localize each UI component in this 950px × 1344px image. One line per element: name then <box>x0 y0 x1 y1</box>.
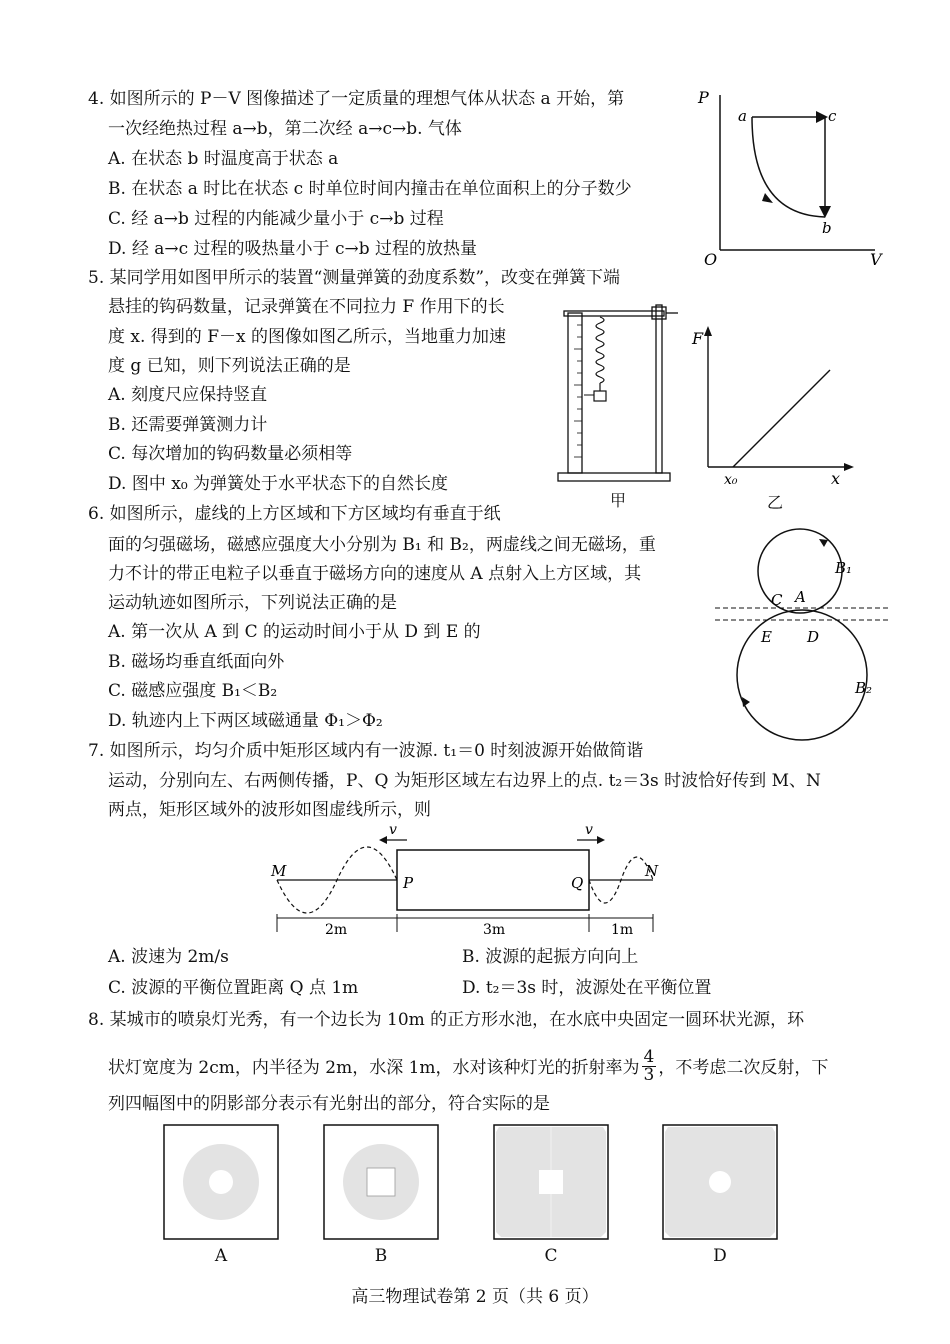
q7-dim-1m: 1m <box>611 922 634 938</box>
q8-stem-line2 <box>108 1047 829 1086</box>
q8-option-b-figure <box>323 1124 439 1240</box>
q7-option-b: B. 波源的起振方向向上 <box>462 947 639 967</box>
q6-option-d: D. 轨迹内上下两区域磁通量 Φ₁＞Φ₂ <box>108 711 383 731</box>
q5-stem-line3: 度 x. 得到的 F－x 的图像如图乙所示，当地重力加速 <box>108 327 506 347</box>
page-footer: 高三物理试卷第 2 页（共 6 页） <box>351 1287 599 1307</box>
q4-label-b: b <box>822 219 832 237</box>
q4-option-a: A. 在状态 b 时温度高于状态 a <box>108 149 339 169</box>
q6-stem-line4: 运动轨迹如图所示，下列说法正确的是 <box>108 593 397 613</box>
q8-a-hole <box>209 1170 233 1194</box>
q8-option-c-figure <box>493 1124 609 1240</box>
q7-stem-line1: 7. 如图所示，均匀介质中矩形区域内有一波源. t₁＝0 时刻波源开始做简谐 <box>88 741 644 761</box>
q4-label-c: c <box>828 107 837 125</box>
q4-stem-line2: 一次经绝热过程 a→b，第二次经 a→c→b. 气体 <box>108 119 462 139</box>
q5-stem-line2: 悬挂的钩码数量，记录弹簧在不同拉力 F 作用下的长 <box>108 297 505 317</box>
q7-label-p: P <box>403 874 414 892</box>
q5-ruler-ticks <box>574 325 582 457</box>
q8-label-a: A <box>214 1246 228 1266</box>
q5-label-yi: 乙 <box>767 493 784 512</box>
q4-label-o: O <box>704 250 718 269</box>
q8-label-c: C <box>544 1246 558 1266</box>
q7-option-d: D. t₂＝3s 时，波源处在平衡位置 <box>462 978 712 998</box>
q8-label-b: B <box>374 1246 388 1266</box>
q5-option-c: C. 每次增加的钩码数量必须相等 <box>108 444 353 464</box>
q5-stem-line1: 5. 某同学用如图甲所示的装置“测量弹簧的劲度系数”，改变在弹簧下端 <box>88 268 621 288</box>
q7-option-c: C. 波源的平衡位置距离 Q 点 1m <box>108 978 359 998</box>
q5-option-a: A. 刻度尺应保持竖直 <box>108 385 268 405</box>
q5-option-b: B. 还需要弹簧测力计 <box>108 415 268 435</box>
q5-weight <box>594 391 606 401</box>
q5-stem-line4: 度 g 已知，则下列说法正确的是 <box>108 356 351 376</box>
q4-option-b: B. 在状态 a 时比在状态 c 时单位时间内撞击在单位面积上的分子数少 <box>108 179 632 199</box>
q8-stem-line1: 8. 某城市的喷泉灯光秀，有一个边长为 10m 的正方形水池，在水底中央固定一圆环状光源，环 <box>88 1010 805 1030</box>
q4-ab-arrow <box>762 193 773 203</box>
q7-label-v-right: v <box>585 822 593 838</box>
q7-stem-line3: 两点，矩形区域外的波形如图虚线所示，则 <box>108 800 431 820</box>
q6-label-d: D <box>807 628 820 646</box>
q6-option-b: B. 磁场均垂直纸面向外 <box>108 652 285 672</box>
q7-dim-3m: 3m <box>483 922 506 938</box>
q6-stem-line1: 6. 如图所示，虚线的上方区域和下方区域均有垂直于纸 <box>88 504 501 524</box>
q8-option-d-figure <box>662 1124 778 1240</box>
q4-option-c: C. 经 a→b 过程的内能减少量小于 c→b 过程 <box>108 209 444 229</box>
q5-spring <box>596 317 604 383</box>
q5-stand-pole <box>656 305 662 473</box>
q8-b-square-hole <box>367 1168 395 1196</box>
q6-label-a: A <box>795 588 806 606</box>
q7-label-n: N <box>645 862 659 880</box>
q6-trajectory-figure <box>715 525 890 745</box>
q7-wave-figure <box>265 822 675 940</box>
q8-stem-line3: 列四幅图中的阴影部分表示有光射出的部分，符合实际的是 <box>108 1094 550 1114</box>
q5-label-jia: 甲 <box>610 491 627 510</box>
q4-option-d: D. 经 a→c 过程的吸热量小于 c→b 过程的放热量 <box>108 239 477 259</box>
q5-label-x0: x₀ <box>724 472 738 488</box>
q5-base <box>558 473 670 481</box>
q5-fx-graph <box>688 322 858 492</box>
q6-upper-arrow <box>819 539 828 547</box>
q7-dim-2m: 2m <box>325 922 348 938</box>
q8-stem-line2-part2: ，不考虑二次反射，下 <box>658 1058 829 1078</box>
q7-label-v-left: v <box>389 822 397 838</box>
q4-label-v: V <box>870 250 882 269</box>
q8-fraction-denominator: 3 <box>643 1065 655 1085</box>
q5-label-f: F <box>692 329 704 348</box>
q6-label-c: C <box>771 591 783 609</box>
q4-label-a: a <box>738 107 747 125</box>
q4-label-p: P <box>698 88 709 107</box>
q8-fraction <box>642 1049 657 1084</box>
q7-rectangle-region <box>397 850 589 910</box>
q7-label-q: Q <box>571 874 584 892</box>
q6-option-a: A. 第一次从 A 到 C 的运动时间小于从 D 到 E 的 <box>108 622 481 642</box>
q4-pv-diagram <box>690 85 890 270</box>
q6-label-e: E <box>761 628 772 646</box>
q6-stem-line3: 力不计的带正电粒子以垂直于磁场方向的速度从 A 点射入上方区域，其 <box>108 564 642 584</box>
q6-stem-line2: 面的匀强磁场，磁感应强度大小分别为 B₁ 和 B₂，两虚线之间无磁场，重 <box>108 535 656 555</box>
q8-c-square-hole <box>539 1170 563 1194</box>
q4-stem-line1: 4. 如图所示的 P－V 图像描述了一定质量的理想气体从状态 a 开始，第 <box>88 89 625 109</box>
q8-label-d: D <box>713 1246 727 1266</box>
q7-label-m: M <box>271 862 287 880</box>
q6-lower-circle <box>737 610 867 740</box>
q8-stem-line2-part1: 状灯宽度为 2cm，内半径为 2m，水深 1m，水对该种灯光的折射率为 <box>108 1058 640 1078</box>
q8-option-a-figure <box>163 1124 279 1240</box>
q6-lower-arrow <box>742 697 750 707</box>
q5-label-x: x <box>831 469 841 488</box>
q8-fraction-numerator: 4 <box>643 1047 655 1067</box>
q7-option-a: A. 波速为 2m/s <box>108 947 229 967</box>
q5-fx-line <box>733 370 830 467</box>
q5-apparatus-figure <box>550 295 685 490</box>
q5-option-d: D. 图中 x₀ 为弹簧处于水平状态下的自然长度 <box>108 474 449 494</box>
q4-path-ab <box>752 117 825 217</box>
q7-stem-line2: 运动，分别向左、右两侧传播，P、Q 为矩形区域左右边界上的点. t₂＝3s 时波恰好传到 M、N <box>108 771 821 791</box>
q6-label-b2: B₂ <box>855 679 873 697</box>
q6-label-b1: B₁ <box>835 559 853 577</box>
q6-option-c: C. 磁感应强度 B₁＜B₂ <box>108 681 278 701</box>
q8-d-circle-hole <box>709 1171 731 1193</box>
